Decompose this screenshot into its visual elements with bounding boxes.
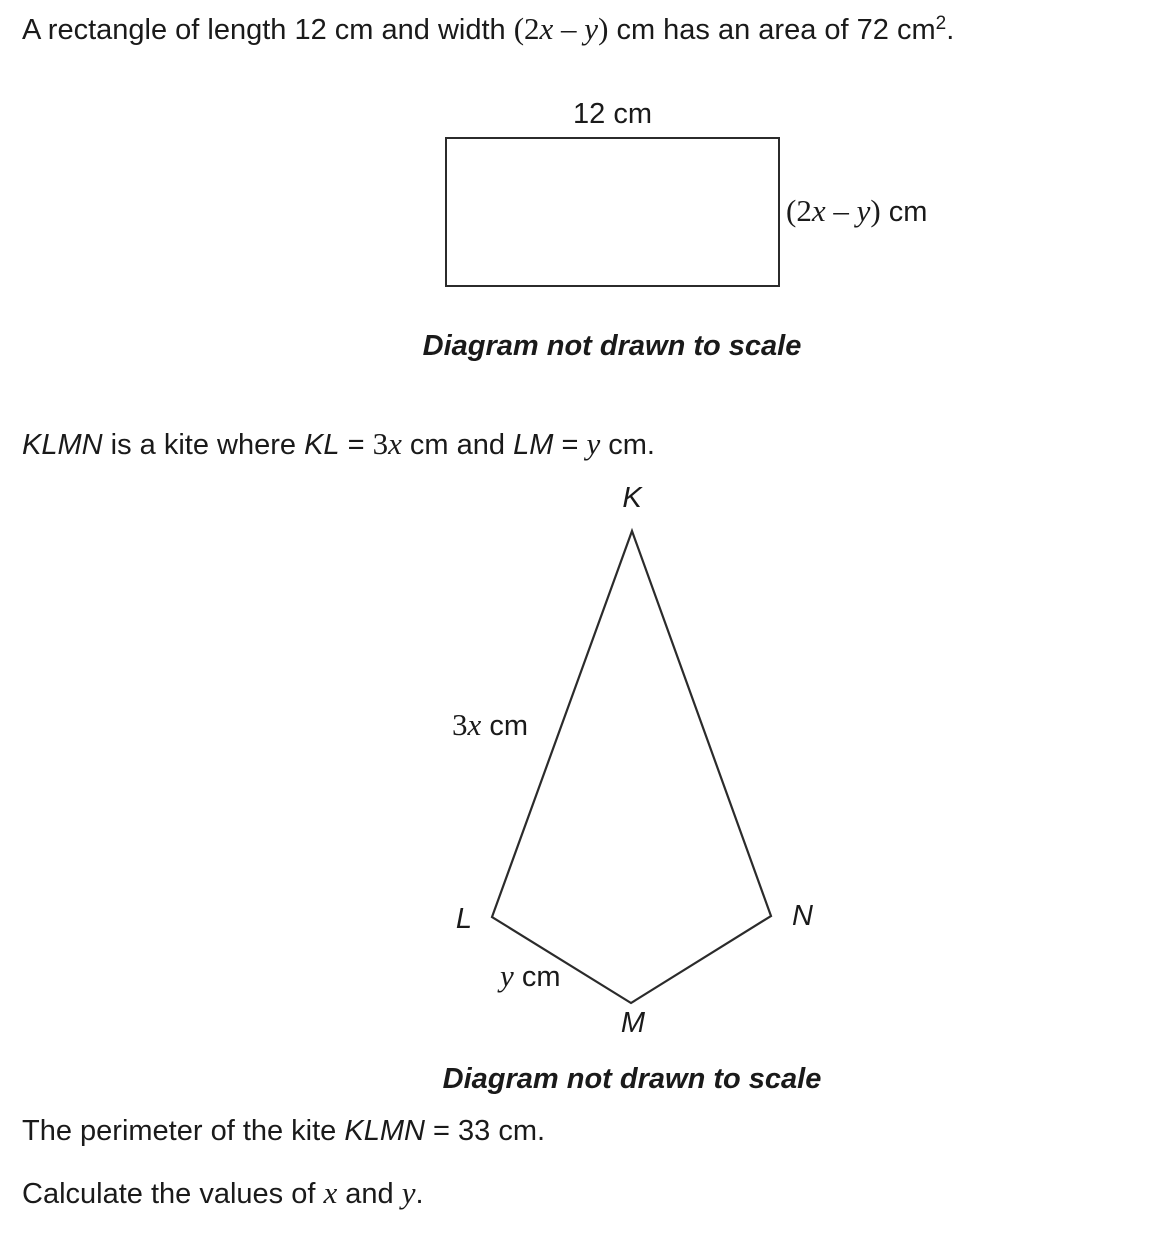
squared-superscript: 2 <box>935 13 947 34</box>
rect-diagram-caption: Diagram not drawn to scale <box>422 330 802 362</box>
math-close-paren: ) <box>598 11 609 46</box>
kite-text-2: cm and <box>401 429 514 461</box>
kite-diagram-caption: Diagram not drawn to scale <box>442 1063 822 1095</box>
calculate-text-1: Calculate the values of <box>22 1178 324 1210</box>
math-open-paren: (2 <box>513 11 540 46</box>
kite-vertex-label-l: L <box>455 903 472 935</box>
kite-side-label-kl <box>452 707 528 749</box>
side-name-lm: LM <box>513 429 554 461</box>
math-open-paren: (2 <box>786 193 812 228</box>
rectangle-shape <box>445 137 780 287</box>
calculate-text-2: and <box>337 1178 402 1210</box>
intro-line <box>22 11 954 52</box>
kite-line <box>22 426 655 463</box>
math-minus: – <box>825 193 857 228</box>
math-coeff-3: 3 <box>452 707 468 742</box>
math-var-y: y <box>586 426 601 461</box>
kite-name-klmn: KLMN <box>22 429 103 461</box>
rect-side-dimension-label <box>786 193 927 235</box>
intro-text-3: . <box>946 14 955 46</box>
equals-1: = <box>339 429 373 461</box>
intro-text-2: cm has an area of 72 cm <box>608 14 936 46</box>
kite-text-1: is a kite where <box>102 429 305 461</box>
side-name-kl: KL <box>304 429 340 461</box>
math-var-x: x <box>323 1175 338 1210</box>
equals-2: = <box>553 429 587 461</box>
kite-vertex-label-m: M <box>620 1007 646 1039</box>
kite-vertex-label-n: N <box>792 900 813 932</box>
kite-side-label-lm <box>500 958 560 1000</box>
math-minus: – <box>553 11 585 46</box>
perimeter-text-1: The perimeter of the kite <box>22 1115 345 1147</box>
calculate-line <box>22 1175 424 1212</box>
perimeter-text-2: = 33 cm. <box>424 1115 546 1147</box>
intro-text-1: A rectangle of length 12 cm and width <box>22 14 514 46</box>
math-var-x: x <box>388 426 402 461</box>
kite-shape <box>430 470 860 1030</box>
kite-vertex-label-k: K <box>622 482 642 514</box>
math-close-paren: ) <box>870 193 881 228</box>
math-var-x: x <box>811 193 826 228</box>
rect-top-dimension-label: 12 cm <box>573 98 652 130</box>
math-coeff-3: 3 <box>372 426 389 461</box>
unit-cm: cm <box>513 961 561 993</box>
math-var-y: y <box>584 11 599 46</box>
kite-name-klmn: KLMN <box>344 1115 425 1147</box>
math-var-x: x <box>539 11 554 46</box>
math-var-y: y <box>401 1175 416 1210</box>
math-var-y: y <box>500 958 514 993</box>
math-var-y: y <box>856 193 871 228</box>
unit-cm: cm <box>481 710 528 742</box>
math-var-x: x <box>467 707 482 742</box>
calculate-text-3: . <box>415 1178 424 1210</box>
unit-cm: cm <box>880 196 928 228</box>
kite-text-3: cm. <box>600 429 655 461</box>
perimeter-line <box>22 1113 545 1149</box>
